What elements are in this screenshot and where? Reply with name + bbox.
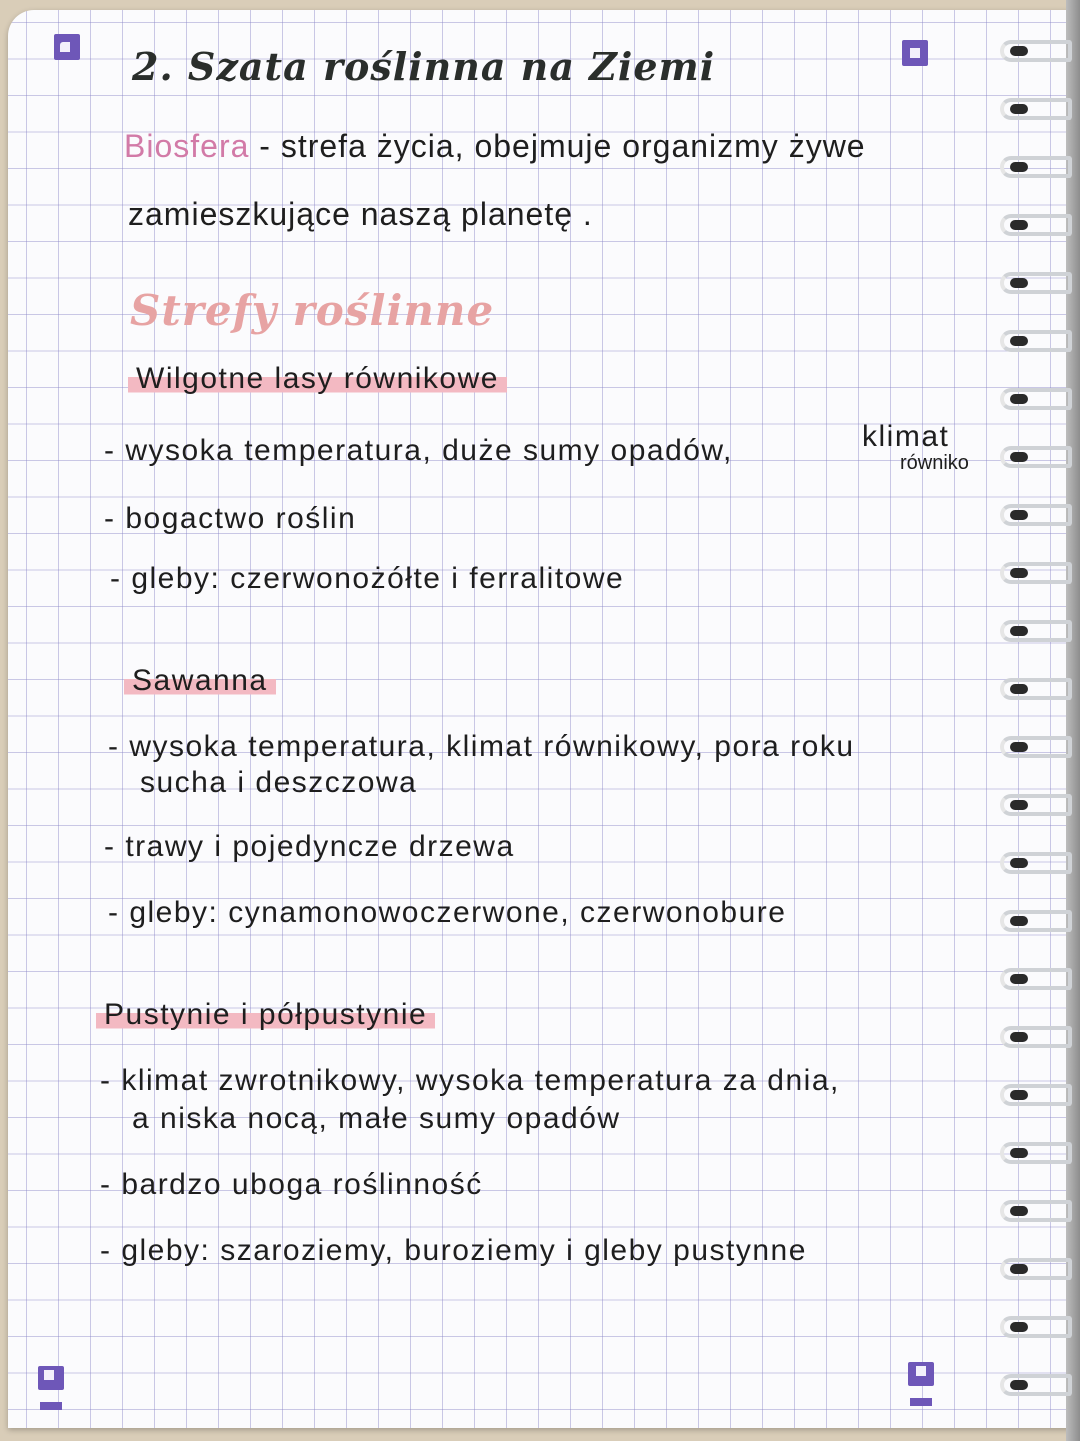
ring-icon (1000, 1142, 1072, 1164)
intro-line-1 (124, 128, 866, 165)
section-heading-savanna: Sawanna (124, 664, 276, 698)
ring-icon (1000, 1200, 1072, 1222)
list-item-continuation: sucha i deszczowa (140, 766, 418, 799)
page-title: 2. Szata roślinna na Ziemi (132, 44, 716, 89)
ring-icon (1000, 1374, 1072, 1396)
ring-icon (1000, 1316, 1072, 1338)
ring-icon (1000, 736, 1072, 758)
list-item: - wysoka temperatura, klimat równikowy, pora roku (108, 730, 855, 763)
ring-icon (1000, 968, 1072, 990)
marker-dash-icon (40, 1402, 62, 1410)
marker-dash-icon (910, 1398, 932, 1406)
ring-icon (1000, 388, 1072, 410)
corner-marker-top-left-icon (54, 34, 80, 60)
list-item: - bardzo uboga roślinność (100, 1168, 483, 1201)
corner-marker-top-right-icon (902, 40, 928, 66)
intro-definition: - strefa życia, obejmuje organizmy żywe (249, 128, 866, 164)
ring-icon (1000, 156, 1072, 178)
section-heading-rainforest: Wilgotne lasy równikowe (128, 362, 507, 396)
ring-icon (1000, 1258, 1072, 1280)
ring-icon (1000, 40, 1072, 62)
intro-line-2: zamieszkujące naszą planetę . (128, 196, 593, 232)
ring-icon (1000, 852, 1072, 874)
ring-icon (1000, 910, 1072, 932)
ring-icon (1000, 98, 1072, 120)
section-subheading: Strefy roślinne (130, 286, 495, 335)
ring-icon (1000, 620, 1072, 642)
ring-icon (1000, 504, 1072, 526)
list-item: - bogactwo roślin (104, 502, 357, 535)
ring-icon (1000, 446, 1072, 468)
ring-icon (1000, 214, 1072, 236)
list-item-annotation: równiko (900, 452, 969, 474)
list-item-continuation: a niska nocą, małe sumy opadów (132, 1102, 621, 1135)
list-item: - wysoka temperatura, duże sumy opadów, (104, 434, 733, 467)
term-biosfera: Biosfera (124, 128, 250, 164)
list-item: - gleby: szaroziemy, buroziemy i gleby pustynne (100, 1234, 807, 1267)
ring-icon (1000, 1084, 1072, 1106)
ring-icon (1000, 272, 1072, 294)
ring-icon (1000, 678, 1072, 700)
list-item: - gleby: cynamonowoczerwone, czerwonobure (108, 896, 787, 929)
section-heading-deserts: Pustynie i półpustynie (96, 998, 435, 1032)
list-item: - gleby: czerwonożółte i ferralitowe (110, 562, 625, 595)
list-item: - trawy i pojedyncze drzewa (104, 830, 515, 863)
ring-icon (1000, 1026, 1072, 1048)
list-item: - klimat zwrotnikowy, wysoka temperatura za dnia, (100, 1064, 840, 1097)
corner-marker-bottom-right-icon (908, 1362, 934, 1386)
ring-icon (1000, 330, 1072, 352)
ring-icon (1000, 562, 1072, 584)
corner-marker-bottom-left-icon (38, 1366, 64, 1390)
list-item-annotation: klimat (862, 420, 950, 453)
ring-icon (1000, 794, 1072, 816)
